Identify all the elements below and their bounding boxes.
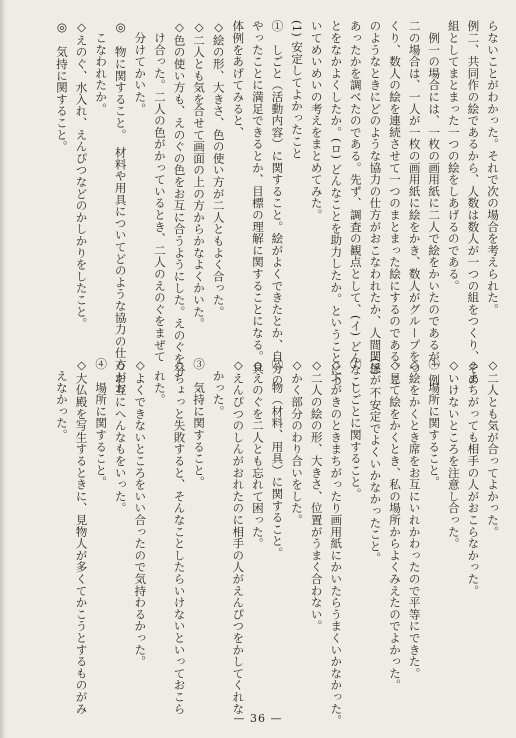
lower-text-line: ◇お互にへんなもをいった。 bbox=[113, 358, 128, 514]
lower-text-line: えなかった。 bbox=[54, 358, 69, 441]
upper-text-line: のようなときにどのような協力の仕方がおこなわれたか、人間関係が bbox=[368, 20, 383, 386]
lower-text-line: ◇かく部分のわり合いをした。 bbox=[290, 358, 305, 526]
lower-text-line: ◇ちょっと失敗すると、そんなことしたらいけないといっておこら bbox=[172, 358, 187, 715]
upper-text-line: 体例をあげてみると、 bbox=[231, 20, 246, 138]
lower-text-line: ◇絵をかくとき席をお互にいれかわったので平等にできた。 bbox=[407, 358, 422, 679]
upper-text-line: らないことがわかった。それで次の場合を考えられた。 bbox=[486, 20, 500, 315]
page-number: — 36 — bbox=[233, 712, 283, 725]
upper-text-line: 例二、共同作の絵であるから、人数は数人が一つの組をつくり、その bbox=[466, 20, 481, 386]
lower-text-line: かった。 bbox=[211, 358, 226, 417]
upper-text-line: こなわれたか。 bbox=[94, 20, 109, 115]
lower-text-line: ◇えのぐを二人とも忘れて困った。 bbox=[250, 358, 265, 550]
lower-text-line: ◇大仏殿を写生するときに、見物人が多くてかこうとするものがみ bbox=[74, 358, 89, 715]
upper-text-line: ◎ 気持に関すること。 bbox=[54, 20, 69, 153]
upper-text-line: とをなかよくしたか。(ロ) どんなことを助力したか。ということにつ bbox=[329, 20, 344, 388]
upper-text-line: 例一の場合には、一枚の画用紙に二人で絵をかいたのであるが、例 bbox=[427, 20, 442, 386]
lower-text-line: ◇二人とも気が合ってよかった。 bbox=[486, 358, 500, 538]
lower-text-line: ◇下がきのときまちがったり画用紙にかいたらうまくいかなかった。 bbox=[329, 358, 344, 727]
upper-text-line: ◇絵の形、大きさ、色の使い方が二人ともよく合った。 bbox=[211, 20, 226, 318]
lower-text-line: れた。 bbox=[152, 358, 167, 406]
lower-text-line: ② 物（材料、用具）に関すること。 bbox=[270, 358, 285, 559]
lower-text-line: ③ 気持に関すること。 bbox=[192, 358, 207, 488]
lower-text-line: ④ 場所に関すること。 bbox=[94, 358, 109, 488]
upper-text-line: ◎ 物に関すること。 材料や用具についてどのような協力の仕方がお bbox=[113, 20, 128, 395]
upper-text-line: ◇えのぐ、水入れ、えんぴつなどのかしかりをしたこと。 bbox=[74, 20, 89, 330]
page-edge-shadow bbox=[0, 0, 6, 738]
lower-text-line: ① しごとに関すること。 bbox=[348, 358, 363, 500]
upper-text-line: け合った。二人の色がかっているとき、二人のえのぐをまぜて bbox=[152, 20, 167, 363]
upper-text-line: あったかを調べたのである。先ず、調査の観点として、(イ) どんなこ bbox=[348, 20, 363, 388]
upper-text-line: いてめいめいの考えをまとめてみた。 bbox=[309, 20, 324, 221]
upper-text-line: くり、数人の絵を連続させて一つのまとまった絵にするのである。こ bbox=[388, 20, 403, 386]
lower-text-line: ◇よくできないところをいい合ったので気持わるかった。 bbox=[133, 358, 148, 668]
lower-text-line: ◇見て絵をかくとき、私の場所からよくみえたのでよかった。 bbox=[388, 358, 403, 691]
lower-text-line: ◇まちがっても相手の人がおこらなかった。 bbox=[466, 358, 481, 597]
lower-text-line: ◇二人の絵の形、大きさ、位置がうまく合わない。 bbox=[309, 358, 324, 632]
upper-text-line: ◇二人とも気を合せて画面の上の方からかなよくかいた。 bbox=[192, 20, 207, 330]
lower-text-line: ◇えんぴつのしんがおれたのに相手の人がえんぴつをかしてくれな bbox=[231, 358, 246, 715]
upper-text-line: やったことに満足できるとか、目標の理解に関することになる。具 bbox=[250, 20, 265, 374]
lower-text-line: (2) 不安定でよくいかなかったこと。 bbox=[368, 358, 383, 564]
lower-text-line: ◇いけないところを注意し合った。 bbox=[446, 358, 461, 550]
upper-text-line: ◇色の使い方も、えのぐの色をお互に合うようにした。えのぐを分 bbox=[172, 20, 187, 377]
upper-text-line: 分けてかいた。 bbox=[133, 20, 148, 115]
upper-text-line: 二の場合は、一人が一枚の画用紙に絵をかき、数人がグループをつ bbox=[407, 20, 422, 374]
lower-text-line: ④ 場所に関すること。 bbox=[427, 358, 442, 488]
upper-text-line: ① しごと（活動内容）に関すること。絵がよくできたとか、自分の bbox=[270, 20, 285, 386]
upper-text-block bbox=[51, 20, 502, 395]
upper-text-line: (1) 安定してよかったこと bbox=[290, 20, 305, 159]
upper-text-line: 組としてまとまった一つの絵をしあげるのである。 bbox=[446, 20, 461, 292]
